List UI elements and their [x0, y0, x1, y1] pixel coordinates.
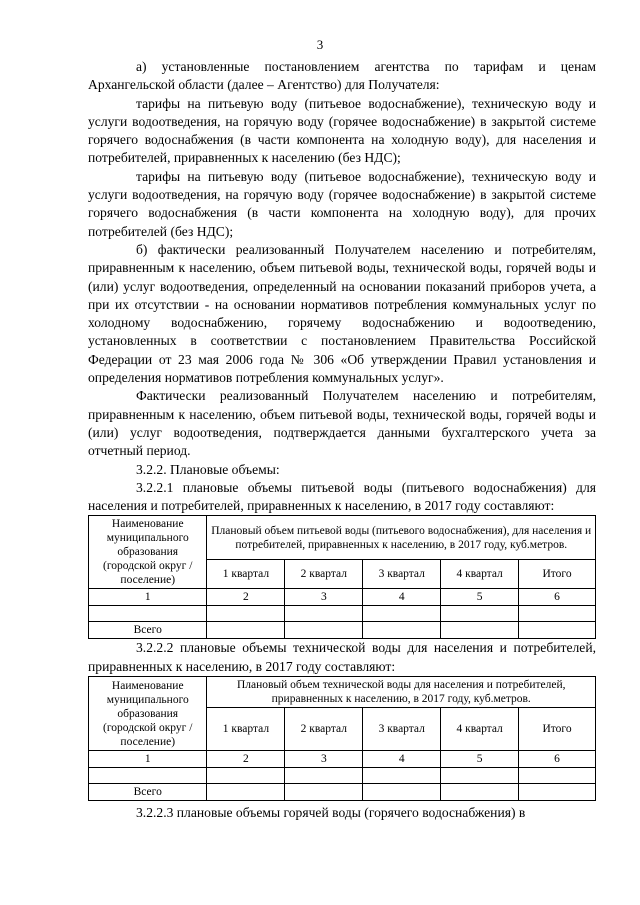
column-header-total: Итого: [519, 708, 596, 751]
column-header-q4: 4 квартал: [441, 708, 519, 751]
column-header-municipality: Наименование муниципального образования (городской округ / поселение): [89, 516, 207, 589]
column-number: 1: [89, 751, 207, 768]
table-cell: [441, 606, 519, 622]
table-cell: [363, 768, 441, 784]
column-header-municipality: Наименование муниципального образования (городской округ / поселение): [89, 677, 207, 751]
table-cell: [285, 622, 363, 639]
document-body: [88, 58, 596, 822]
table-drinking-water: [88, 515, 596, 639]
table-row: [89, 768, 596, 784]
column-number: 6: [519, 751, 596, 768]
column-number: 1: [89, 589, 207, 606]
column-number: 5: [441, 589, 519, 606]
column-header-q3: 3 квартал: [363, 708, 441, 751]
table-cell: [207, 622, 285, 639]
paragraph-3-2-2-2: 3.2.2.2 плановые объемы технической воды для населения и потребителей, приравненных к населению, в 2017 году составляют:: [88, 640, 596, 674]
table-cell: [441, 622, 519, 639]
table-cell: [441, 784, 519, 801]
paragraph-actual-volume: Фактически реализованный Получателем населению и потребителям, приравненным к населению, объем питьевой воды, технической воды, горячей воды и (или) услуг водоотведения, подтверждается данными бухгалтерского учета за отчетный период.: [88, 388, 596, 459]
column-number: 6: [519, 589, 596, 606]
page-number: 3: [316, 37, 324, 52]
column-number: 3: [285, 589, 363, 606]
paragraph-a: а) установленные постановлением агентства по тарифам и ценам Архангельской области (далее – Агентство) для Получателя:: [88, 59, 596, 93]
paragraph-tariffs-population: тарифы на питьевую воду (питьевое водоснабжение), техническую воду и услуги водоотведения, на горячую воду (горячее водоснабжение) в закрытой системе горячего водоснабжения (в части компонента на холодную воду), для населения и потребителей, приравненных к населению (без НДС);: [88, 95, 596, 166]
column-header-group: Плановый объем технической воды для населения и потребителей, приравненных к населению, в 2017 году, куб.метров.: [207, 677, 596, 708]
column-header-q1: 1 квартал: [207, 708, 285, 751]
table-cell: [519, 784, 596, 801]
table-header-row: [89, 516, 596, 560]
column-number: 4: [363, 589, 441, 606]
table-row: [89, 606, 596, 622]
table-cell: [363, 606, 441, 622]
section-heading-planned-volumes: 3.2.2. Плановые объемы:: [136, 461, 280, 477]
table-total-row: [89, 622, 596, 639]
column-header-q1: 1 квартал: [207, 560, 285, 589]
column-header-group: Плановый объем питьевой воды (питьевого водоснабжения), для населения и потребителей, приравненных к населению, в 2017 году, куб.метров.: [207, 516, 596, 560]
column-header-q2: 2 квартал: [285, 708, 363, 751]
table-cell: [207, 606, 285, 622]
column-header-q2: 2 квартал: [285, 560, 363, 589]
table-header-row: [89, 677, 596, 708]
table-cell: [363, 622, 441, 639]
table-cell: [285, 606, 363, 622]
paragraph-b: б) фактически реализованный Получателем населению и потребителям, приравненным к населению, объем питьевой воды, технической воды, горячей воды и (или) услуг водоотведения, определенный на основании показаний приборов учета, а при их отсутствии - на основании нормативов потребления коммунальных услуг по холодному водоснабжению, горячему водоснабжению и водоотведению, установленных в соответствии с постановлением Правительства Российской Федерации от 23 мая 2006 года № 306 «Об утверждении Правил установления и определения нормативов потребления коммунальных услуг».: [88, 241, 596, 386]
column-number: 2: [207, 589, 285, 606]
table-cell: [89, 606, 207, 622]
table-cell: [441, 768, 519, 784]
paragraph-tariffs-other: тарифы на питьевую воду (питьевое водоснабжение), техническую воду и услуги водоотведения, на горячую воду (горячее водоснабжение) в закрытой системе горячего водоснабжения (в части компонента на холодную воду), для прочих потребителей (без НДС);: [88, 168, 596, 239]
table-number-row: [89, 751, 596, 768]
table-cell: [285, 784, 363, 801]
table-cell: [519, 622, 596, 639]
total-label: Всего: [89, 784, 207, 801]
table-cell: [207, 768, 285, 784]
column-header-q3: 3 квартал: [363, 560, 441, 589]
table-cell: [519, 606, 596, 622]
table-number-row: [89, 589, 596, 606]
paragraph-3-2-2-3: 3.2.2.3 плановые объемы горячей воды (горячего водоснабжения) в: [136, 805, 526, 821]
table-cell: [207, 784, 285, 801]
paragraph-3-2-2-1: 3.2.2.1 плановые объемы питьевой воды (питьевого водоснабжения) для населения и потребителей, приравненных к населению, в 2017 году составляют:: [88, 479, 596, 514]
column-number: 3: [285, 751, 363, 768]
table-cell: [519, 768, 596, 784]
table-total-row: [89, 784, 596, 801]
total-label: Всего: [89, 622, 207, 639]
table-cell: [89, 768, 207, 784]
table-technical-water: [88, 676, 596, 801]
table-cell: [285, 768, 363, 784]
column-header-total: Итого: [519, 560, 596, 589]
column-number: 2: [207, 751, 285, 768]
column-header-q4: 4 квартал: [441, 560, 519, 589]
column-number: 4: [363, 751, 441, 768]
table-cell: [363, 784, 441, 801]
column-number: 5: [441, 751, 519, 768]
